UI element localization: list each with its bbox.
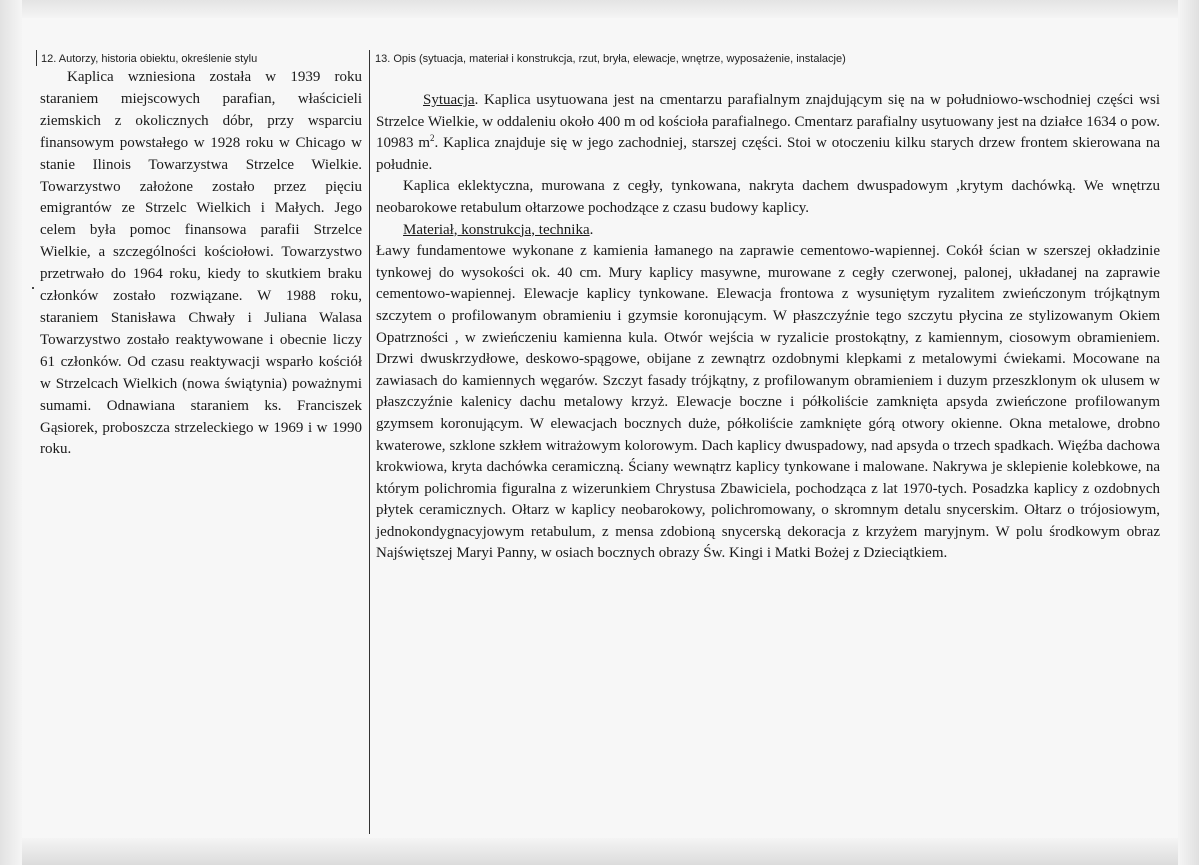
situation-text-a: . Kaplica usytuowana jest na cmentarzu parafialnym znajdującym się na w południowo-wschodniej części wsi Strzelce Wielkie, w oddaleniu około 400 m od kościoła parafialnego. Cmentarz parafialny usytuowany jest na działce 1634 o pow. 10983 m [376,92,1160,152]
style-paragraph: Kaplica eklektyczna, murowana z cegły, tynkowana, nakryta dachem dwuspadowym ,krytym dachówką. We wnętrzu neobarokowe retabulum ołtarzowe pochodzące z czasu budowy kaplicy. [376,178,1160,216]
scan-edge-left [0,0,22,865]
left-margin-rule [36,50,37,66]
situation-paragraph [376,90,1160,176]
scan-edge-right [1178,0,1199,865]
scan-edge-top [0,0,1199,18]
history-paragraph: Kaplica wzniesiona została w 1939 roku staraniem miejscowych parafian, właścicieli ziemskich z okolicznych dóbr, przy wsparciu finansowym powstałego w 1928 roku w Chicago w stanie Ilinois Towarzystwa Strzelce Wielkie. Towarzystwo założone zostało przez pięciu emigrantów ze Strzelc Wielkich i Małych. Jego celem była pomoc finansowa parafii Strzelce Wielkie, a szczególności kościołowi. Towarzystwo przetrwało do 1964 roku, kiedy to skutkiem braku członków zostało rozwiązane. W 1988 roku, staraniem Stanisława Chwały i Juliana Walasa Towarzystwo zostało reaktywowane i obecnie liczy 61 członków. Od czasu reaktywacji wsparło kościół w Strzelcach Wielkich (nowa świątynia) poważnymi sumami. Odnawiana staraniem ks. Franciszek Gąsiorek, proboszcza strzeleckiego w 1969 i w 1990 roku. [40,69,362,458]
scan-speck [32,287,34,289]
column-divider [369,50,370,834]
situation-text-b: . Kaplica znajduje się w jego zachodniej, starszej części. Stoi w otoczeniu kilku starych drzew frontem skierowana na południe. [376,135,1161,173]
section-13-label: 13. Opis (sytuacja, materiał i konstrukcja, rzut, bryła, elewacje, wnętrze, wyposażenie, instalacje) [375,53,846,65]
section-12-column [40,67,362,461]
material-heading: Materiał, konstrukcja, technika [403,221,590,238]
section-13-column [376,90,1160,565]
material-heading-suffix: . [589,221,594,238]
material-paragraph: Ławy fundamentowe wykonane z kamienia łamanego na zaprawie cementowo-wapiennej. Cokół ścian w szerszej okładzinie tynkowej do wysokości ok. 40 cm. Mury kaplicy masywne, murowane z cegły czerwonej, palonej, układanej na zaprawie cementowo-wapiennej. Elewacje kaplicy tynkowane. Elewacja frontowa z wysuniętym ryzalitem zwieńczonym trójkątnym szczytem o profilowanym obramieniu i gzymsie koronującym. W płaszczyźnie tego szczytu płycina ze stylizowanym Okiem Opatrzności , w zwieńczeniu kamienna kula. Otwór wejścia w ryzalicie prostokątny, z kamiennym, ciosowym obramieniem. Drzwi dwuskrzydłowe, deskowo-spągowe, obijane z zewnątrz ozdobnymi klepkami z metalowymi ćwiekami. Mocowane na zawiasach do kamiennych węgarów. Szczyt fasady trójkątny, z profilowanym obramieniem i duzym przeszklonym ok ulusem w płaszczyźnie kalenicy dachu metalowy krzyż. Elewacje boczne i półkoliście zamknięta apsyda zwieńczone profilowanym gzymsem koronującym. W elewacjach bocznych duże, półkoliście zamknięte górą otwory okienne. Okna metalowe, drobno kwaterowe, szklone szkłem witrażowym kolorowym. Dach kaplicy dwuspadowy, nad apsyda o trzech spadkach. Więźba dachowa krokwiowa, kryta dachówka ceramiczną. Ściany wewnątrz kaplicy tynkowane i malowane. Nakrywa je sklepienie kolebkowe, na którym polichromia figuralna z wizerunkiem Chrystusa Zbawiciela, pochodząca z lat 1970-tych. Posadzka kaplicy z ozdobnych płytek ceramicznych. Ołtarz w kaplicy neobarokowy, polichromowany, o skromnym detalu snycerskim. Ołtarz o trójosiowym, jednokondygnacyjowym retabulum, z mensa zdobioną snycerską dekoracja z krzyżem maryjnym. W polu środkowym obraz Najświętszej Maryi Panny, w osiach bocznych obrazy Św. Kingi i Matki Bożej z Dzieciątkiem. [376,243,1160,562]
section-12-label: 12. Autorzy, historia obiektu, określenie stylu [41,53,258,65]
scan-edge-bottom [0,838,1199,865]
area-superscript: 2 [430,133,435,144]
situation-heading: Sytuacja [423,92,475,108]
material-heading-line [376,220,1160,242]
